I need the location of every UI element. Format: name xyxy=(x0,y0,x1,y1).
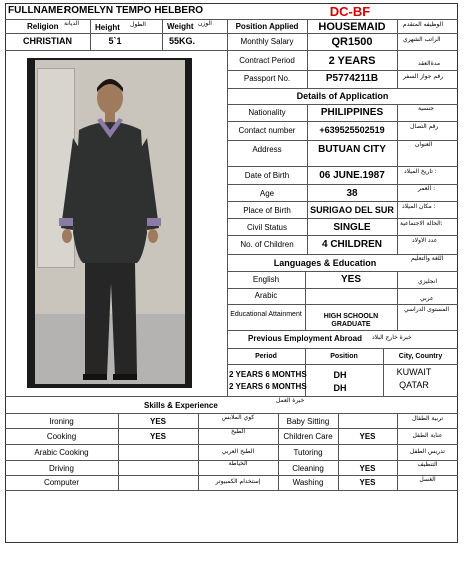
education-value-line2: GRADUATE xyxy=(331,321,371,328)
divider xyxy=(5,490,458,491)
skill-value: YES xyxy=(359,464,376,473)
divider xyxy=(227,50,458,51)
employment-arabic-title: خبرة خارج البلاد xyxy=(372,334,412,341)
english-value: YES xyxy=(340,274,361,285)
children-arabic-label: عدد الاولاد xyxy=(412,237,438,244)
divider xyxy=(227,271,458,272)
divider xyxy=(5,33,227,34)
contract-label: Contract Period xyxy=(239,56,295,65)
civil-status-arabic-label: الحالة الاجتماعية: xyxy=(400,220,443,227)
skill-value: YES xyxy=(149,432,166,441)
skill-arabic-label: التنظيف xyxy=(417,461,438,468)
skill-label: Washing xyxy=(292,478,324,487)
divider xyxy=(5,396,458,397)
skill-label: Baby Sitting xyxy=(286,417,330,426)
passport-label: Passport No. xyxy=(243,74,291,83)
english-arabic-label: انجليزي xyxy=(418,278,438,285)
civil-status-label: Civil Status xyxy=(246,223,287,232)
divider xyxy=(227,364,458,365)
passport-arabic-label: رقم جواز السفر xyxy=(403,73,444,80)
children-value: 4 CHILDREN xyxy=(321,239,382,250)
divider xyxy=(5,444,458,445)
period-header: Period xyxy=(255,353,277,360)
skill-label: Ironing xyxy=(49,417,74,426)
languages-section-title: Languages & Education xyxy=(273,258,377,268)
divider xyxy=(227,121,458,122)
nationality-value: PHILIPPINES xyxy=(320,107,384,118)
fullname-value: ROMELYN TEMPO HELBERO xyxy=(64,5,204,16)
fullname-label: FULLNAME: xyxy=(8,5,67,16)
position-value: HOUSEMAID xyxy=(318,21,386,33)
address-label: Address xyxy=(252,145,282,154)
passport-value: P5774211B xyxy=(325,73,379,84)
skill-arabic-label: تربية الطفال xyxy=(411,415,444,422)
address-value: BUTUAN CITY xyxy=(318,144,386,155)
skill-label: Arabic Cooking xyxy=(34,448,89,457)
divider xyxy=(227,348,458,349)
position-label: Position Applied xyxy=(235,22,299,31)
divider xyxy=(227,235,458,236)
divider xyxy=(227,304,458,305)
contact-value: +639525502519 xyxy=(319,125,385,135)
height-value: 5`1 xyxy=(108,36,122,46)
address-arabic-label: العنوان xyxy=(415,141,433,148)
salary-label: Monthly Salary xyxy=(240,37,294,46)
skill-label: Children Care xyxy=(283,432,333,441)
skill-label: Tutoring xyxy=(293,448,323,457)
applicant-photo xyxy=(27,58,192,388)
employment-country: QATAR xyxy=(399,380,429,390)
religion-arabic-label: الديانة xyxy=(64,20,80,27)
reference-code: DC-BF xyxy=(329,4,371,19)
salary-value: QR1500 xyxy=(331,36,373,48)
education-label: Educational Attainment xyxy=(230,311,302,318)
religion-label: Religion xyxy=(27,22,59,31)
civil-status-value: SINGLE xyxy=(333,222,371,233)
contact-label: Contact number xyxy=(238,126,296,135)
divider xyxy=(227,201,458,202)
arabic-arabic-label: عربي xyxy=(420,295,434,302)
languages-arabic-title: اللغة والتعليم xyxy=(411,255,444,262)
country-header: City, Country xyxy=(398,353,443,360)
nationality-arabic-label: جنسية xyxy=(418,105,434,112)
height-label: Height xyxy=(95,23,120,32)
divider xyxy=(5,475,458,476)
arabic-label: Arabic xyxy=(254,291,278,300)
skill-label: Cooking xyxy=(46,432,77,441)
skills-arabic-title: خبرة العمل xyxy=(276,397,305,404)
employment-period: 2 YEARS 6 MONTHS xyxy=(229,370,307,379)
pob-label: Place of Birth xyxy=(243,206,291,215)
divider xyxy=(397,271,398,330)
contact-arabic-label: رقم التصال xyxy=(410,123,439,130)
position-arabic-label: الوظيفه المتقدم xyxy=(403,21,444,28)
nationality-label: Nationality xyxy=(248,108,286,117)
employment-period: 2 YEARS 6 MONTHS xyxy=(229,382,307,391)
employment-position: DH xyxy=(333,383,347,393)
divider xyxy=(227,218,458,219)
skill-value: YES xyxy=(149,417,166,426)
divider xyxy=(397,19,398,88)
divider xyxy=(227,33,458,34)
skill-arabic-label: إستخدام الكمبيوتر xyxy=(215,478,261,485)
skill-arabic-label: عناية الطفل xyxy=(412,432,443,439)
education-arabic-label: المستوى الدراسي xyxy=(404,306,450,313)
employment-country: KUWAIT xyxy=(396,367,432,377)
skills-section-title: Skills & Experience xyxy=(144,401,218,410)
weight-value: 55KG. xyxy=(168,36,195,46)
skill-arabic-label: كوي الملابس xyxy=(221,414,255,421)
children-label: No. of Children xyxy=(240,240,294,249)
salary-arabic-label: الراتب الشهري xyxy=(403,36,441,43)
skill-value: YES xyxy=(359,478,376,487)
divider xyxy=(227,70,458,71)
age-value: 38 xyxy=(346,188,358,199)
divider xyxy=(227,166,458,167)
weight-arabic-label: الوزن xyxy=(198,20,212,27)
english-label: English xyxy=(252,275,280,284)
divider xyxy=(5,50,227,51)
skill-arabic-label: الخياطة xyxy=(228,460,248,467)
divider xyxy=(227,330,458,331)
skill-label: Computer xyxy=(43,478,80,487)
religion-value: CHRISTIAN xyxy=(23,36,72,46)
education-value-line1: HIGH SCHOOLN xyxy=(323,313,379,320)
skill-value: YES xyxy=(359,432,376,441)
contract-value: 2 YEARS xyxy=(328,55,376,67)
age-label: Age xyxy=(259,189,275,198)
height-arabic-label: الطول xyxy=(130,21,146,28)
dob-label: Date of Birth xyxy=(244,171,290,180)
divider xyxy=(227,88,458,89)
divider xyxy=(397,104,398,254)
pob-value: SURIGAO DEL SUR xyxy=(310,205,394,215)
skill-arabic-label: الغسل xyxy=(419,476,436,483)
employment-section-title: Previous Employment Abroad xyxy=(248,334,362,343)
applicant-figure xyxy=(27,58,192,388)
details-section-title: Details of Application xyxy=(296,91,389,101)
pob-arabic-label: مكان الميلاد : xyxy=(402,203,436,210)
skill-arabic-label: الطبخ العربي xyxy=(221,448,255,455)
divider xyxy=(227,288,458,289)
skill-label: Driving xyxy=(49,464,74,473)
contract-arabic-label: مدةالعقد xyxy=(418,60,441,67)
emp-position-header: Position xyxy=(330,353,358,360)
skill-arabic-label: الطبخ xyxy=(230,428,246,435)
skill-arabic-label: تدريس الطفل xyxy=(410,448,445,455)
dob-arabic-label: تاريخ الميلاد : xyxy=(404,168,437,175)
skill-label: Cleaning xyxy=(292,464,324,473)
age-arabic-label: العمر : xyxy=(418,185,436,192)
weight-label: Weight xyxy=(167,22,194,31)
dob-value: 06 JUNE.1987 xyxy=(319,170,385,181)
employment-position: DH xyxy=(333,370,347,380)
